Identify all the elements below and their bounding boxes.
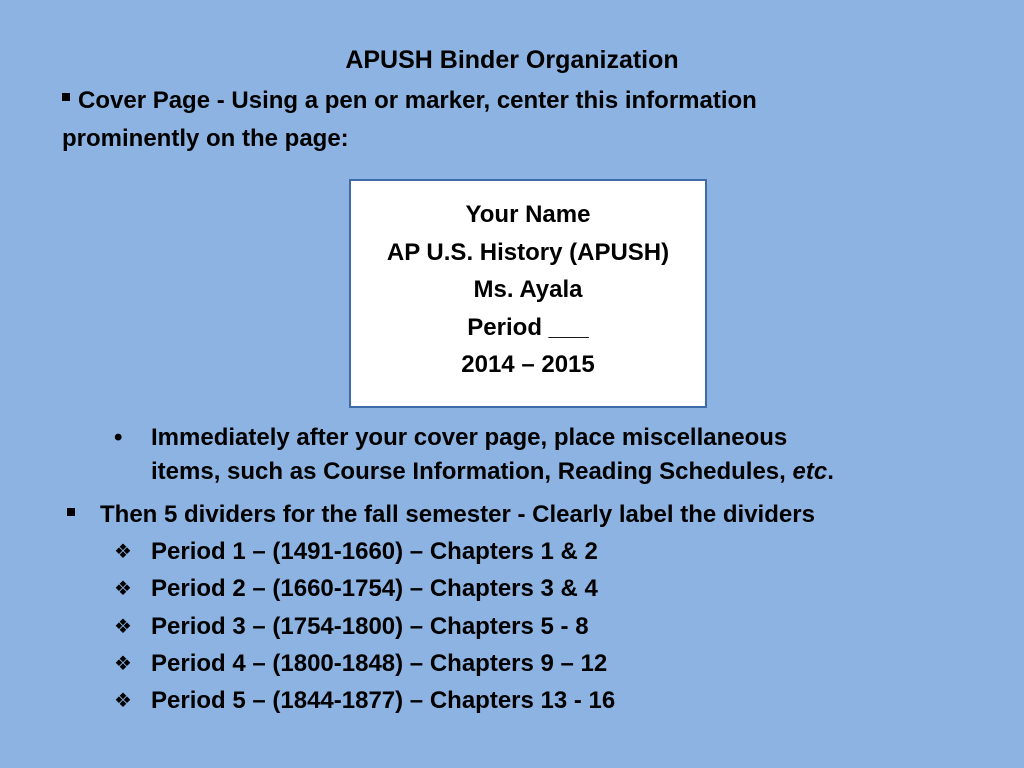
dividers-bullet [62, 496, 962, 533]
misc-line-2: items, such as Course Information, Reading Schedules, [151, 458, 786, 485]
slide-title: APUSH Binder Organization [345, 46, 679, 74]
diamond-bullet-icon: ❖ [114, 688, 132, 713]
list-item [114, 533, 914, 570]
cover-page-line-2: prominently on the page: [62, 125, 349, 152]
cover-box-line: AP U.S. History (APUSH) [386, 238, 670, 266]
square-bullet-icon [62, 93, 70, 101]
period-text: Period 3 – (1754-1800) – Chapters 5 - 8 [151, 612, 589, 640]
diamond-bullet-icon: ❖ [114, 650, 132, 675]
cover-box-line: Period ___ [467, 313, 589, 341]
misc-items-bullet [114, 421, 934, 489]
cover-box-line: Your Name [465, 201, 591, 228]
dividers-text: Then 5 dividers for the fall semester - Clearly label the dividers [100, 501, 815, 528]
period-text: Period 2 – (1660-1754) – Chapters 3 & 4 [151, 575, 598, 603]
round-bullet-icon: • [114, 424, 123, 451]
cover-box-line: 2014 – 2015 [461, 351, 595, 378]
list-item [114, 645, 914, 682]
periods-list [114, 533, 914, 719]
period-text: Period 1 – (1491-1660) – Chapters 1 & 2 [151, 538, 598, 565]
list-item [114, 570, 914, 607]
misc-line-1: Immediately after your cover page, place miscellaneous [151, 424, 788, 451]
cover-page-example-box [349, 179, 707, 408]
cover-page-instruction [62, 82, 942, 158]
square-bullet-icon [67, 508, 75, 516]
misc-etc: etc [792, 458, 828, 485]
period-text: Period 5 – (1844-1877) – Chapters 13 - 16 [151, 687, 616, 715]
diamond-bullet-icon: ❖ [114, 576, 132, 601]
diamond-bullet-icon: ❖ [114, 613, 132, 638]
cover-box-line: Ms. Ayala [473, 276, 583, 303]
list-item [114, 682, 914, 719]
diamond-bullet-icon: ❖ [114, 539, 132, 563]
period-text: Period 4 – (1800-1848) – Chapters 9 – 12 [151, 649, 608, 677]
misc-period: . [827, 458, 834, 485]
list-item [114, 608, 914, 645]
cover-page-line-1: Cover Page - Using a pen or marker, center this information [78, 87, 757, 114]
misc-items-text [151, 421, 934, 489]
